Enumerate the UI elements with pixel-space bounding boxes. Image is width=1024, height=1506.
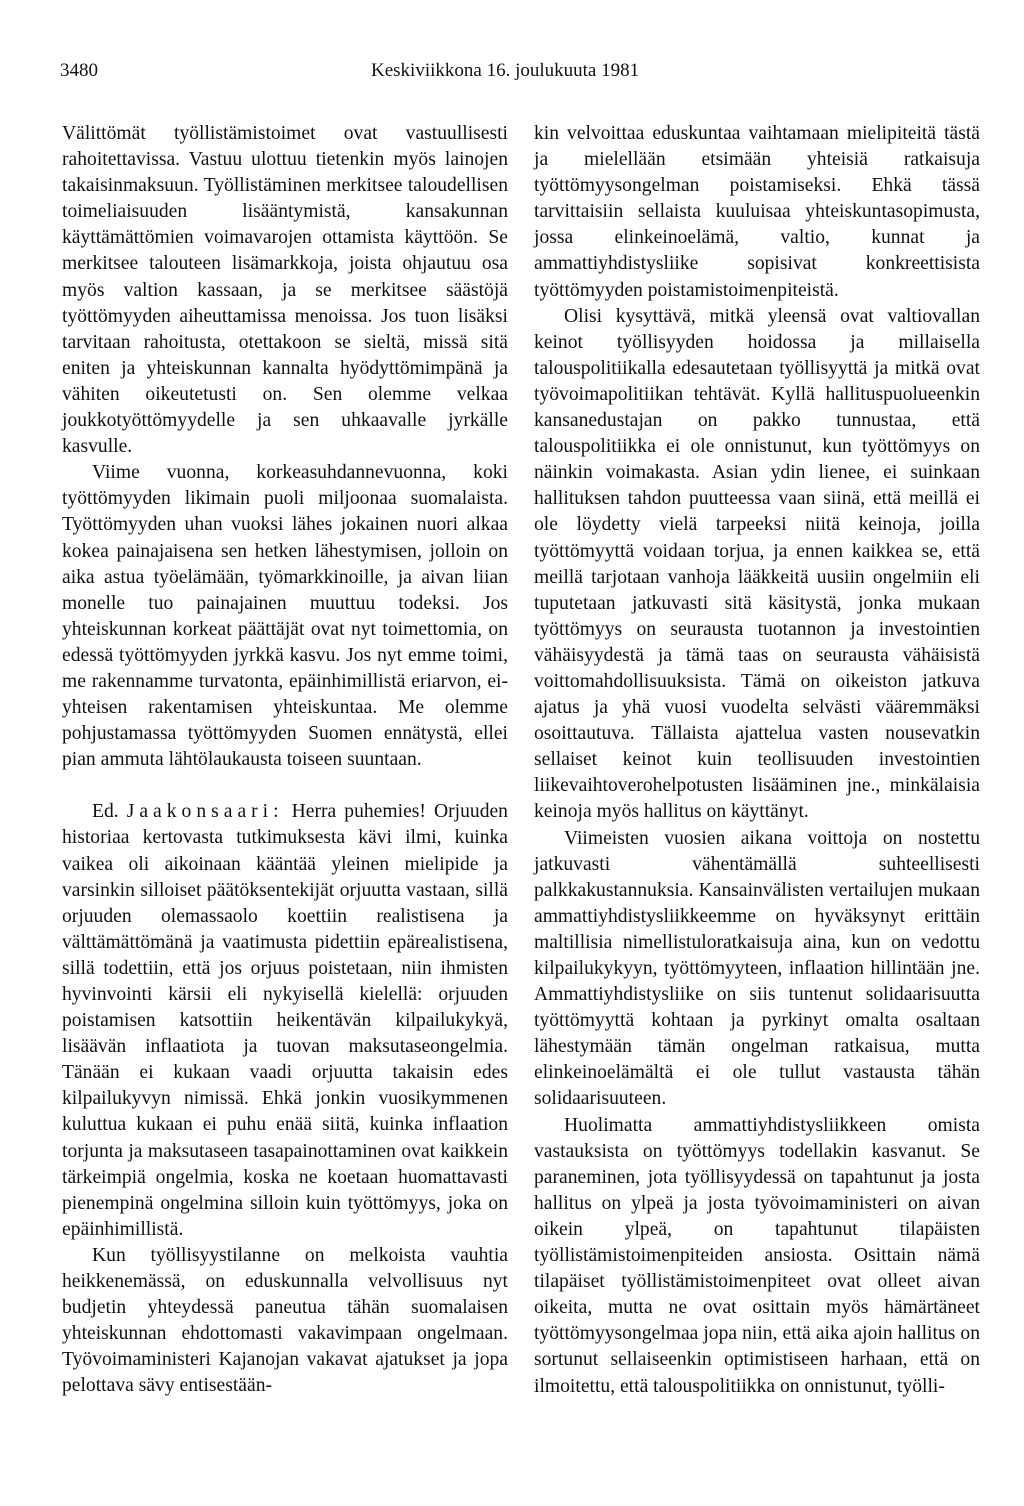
- speaker-prefix: Ed.: [92, 801, 119, 823]
- paragraph: Huolimatta ammattiyhdistysliikkeen omista vastauksista on työttömyys todellakin kasvanut. Se paraneminen, jota työllisyydessä on tapahtunut ja josta hallitus on ylpeä ja josta työvoimaministeri on aivan oikein ylpeä, on tapahtunut tilapäisten työllistämistoimenpiteiden ansiosta. Osittain nämä tilapäiset työllistämistoimenpiteet ovat olleet aivan oikeita, mutta ne ovat osittain myös hämärtäneet työttömyysongelmaa jopa niin, että aika ajoin hallitus on sortunut sellaiseenkin optimistiseen harhaan, että on ilmoitettu, että talouspolitiikka on onnistunut, työlli-: [534, 1114, 980, 1397]
- paragraph: kin velvoittaa eduskuntaa vaihtamaan mielipiteitä tästä ja mielellään etsimään yhteisiä ratkaisuja työttömyysongelman poistamiseksi. Ehkä tässä tarvittaisiin sellaista kuuluisaa yhteiskuntasopimusta, jossa elinkeinoelämä, valtio, kunnat ja ammattiyhdistysliike sopisivat konkreettisista työttömyyden poistamistoimenpiteistä.: [534, 123, 980, 301]
- speaker-text: Herra puhemies! Orjuuden historiaa kertovasta tutkimuksesta kävi ilmi, kuinka vaikea oli aikoinaan kääntää yleinen mielipide ja varsinkin silloiset päätöksentekijät orjuutta vastaan, sillä orjuuden olemassaolo koettiin realistisena ja välttämättömänä ja vaatimusta pidettiin epärealistisena, sillä todettiin, että jos orjuus poistetaan, niin ihmisten hyvinvointi kärsii eli nykyisellä kielellä: orjuuden poistamisen katsottiin heikentävän kilpailukykyä, lisäävän inflaatiota ja tuovan maksutaseongelmia. Tänään ei kukaan vaadi orjuutta takaisin edes kilpailukyvyn nimissä. Ehkä jonkin vuosikymmenen kuluttua kukaan ei puhu enää siitä, kuinka inflaation torjunta ja maksutaseen tasapainottaminen ovat kaikkein tärkeimpiä ongelmia, koska ne koetaan huomattavasti pienempinä ongelmina silloin kuin työttömyys, joka on epäinhimillistä.: [62, 801, 508, 1240]
- paragraph: Välittömät työllistämistoimet ovat vastuullisesti rahoitettavissa. Vastuu ulottuu tietenkin myös lainojen takaisinmaksuun. Työllistäminen merkitsee taloudellisen toimeliaisuuden lisääntymistä, kansakunnan käyttämättömien voimavarojen ottamista käyttöön. Se merkitsee talouteen lisämarkkoja, joista ohjautuu osa myös valtion kassaan, ja se merkitsee säästöjä työttömyyden aiheuttamissa menoissa. Jos tuon lisäksi tarvitaan rahoitusta, otettakoon se sieltä, missä sitä eniten ja yhteiskunnan kannalta hyödyttömimpänä ja vähiten oikeutetusti on. Sen olemme velkaa joukkotyöttömyydelle ja sen uhkaavalle jyrkälle kasvulle.: [62, 123, 508, 458]
- paragraph: Kun työllisyystilanne on melkoista vauhtia heikkenemässä, on eduskunnalla velvollisuus nyt budjetin yhteydessä paneutua tähän suomalaisen yhteiskunnan ehdottomasti vakavimpaan ongelmaan. Työvoimaministeri Kajanojan vakavat ajatukset ja jopa pelottava sävy entisestään-: [62, 1244, 508, 1397]
- page-header: [0, 60, 1024, 90]
- page-date: Keskiviikkona 16. joulukuuta 1981: [371, 60, 640, 81]
- speaker-paragraph: [62, 799, 508, 1243]
- paragraph: Viimeisten vuosien aikana voittoja on nostettu jatkuvasti vähentämällä suhteellisesti palkkakustannuksia. Kansainvälisten vertailujen mukaan ammattiyhdistysliikkeemme on hyväksynyt erittäin maltillisia nimellistuloratkaisuja aina, kun on vedottu kilpailukykyyn, työttömyyteen, inflaation hillintään jne. Ammattiyhdistysliike on siis tuntenut solidaarisuutta työttömyyttä kohtaan ja pyrkinyt omalta osaltaan lähestymään tämän ongelman ratkaisua, mutta elinkeinoelämältä ei ole tullut vastausta tähän solidaarisuuteen.: [534, 827, 980, 1110]
- left-column: [62, 121, 508, 1400]
- page-number: 3480: [60, 60, 98, 81]
- paragraph: Olisi kysyttävä, mitkä yleensä ovat valtiovallan keinot työllisyyden hoidossa ja millaisella talouspolitiikalla edesautetaan työllisyyttä ja mitkä ovat työvoimapolitiikan tehtävät. Kyllä hallituspuolueenkin kansanedustajan on pakko tunnustaa, että talouspolitiikka ei ole onnistunut, kun työttömyys on näinkin voimakasta. Asian ydin lienee, ei suinkaan hallituksen tahdon puutteessa vaan siinä, että meillä ei ole löydetty vielä tarpeeksi niitä keinoja, joilla työttömyyttä voidaan torjua, ja ennen kaikkea se, että meillä tarjotaan vanhoja lääkkeitä uusiin ongelmiin eli tuputetaan jatkuvasti sitä käsitystä, jonka mukaan työttömyys on seurausta tuotannon ja investointien vähäisyydestä ja tämä taas on seurausta vähäisistä voittomahdollisuuksista. Tämä on oikeiston jatkuva ajatus ja yhä vuosi vuodelta selvästi vääremmäksi osoittautuva. Tällaista ajattelua vasten nousevatkin sellaiset keinot kuin teollisuuden investointien liikevaihtoverohelpotusten lisääminen jne., minkälaisia keinoja myös hallitus on käyttänyt.: [534, 305, 980, 823]
- paragraph: Viime vuonna, korkeasuhdannevuonna, koki työttömyyden likimain puoli miljoonaa suomalaista. Työttömyyden uhan vuoksi lähes jokainen nuori alkaa kokea painajaisena sen hetken lähestymisen, jolloin on aika astua työelämään, työmarkkinoille, ja aivan liian monelle tuo painajainen muuttuu todeksi. Jos yhteiskunnan korkeat päättäjät ovat nyt toimettomia, on edessä työttömyyden jyrkkä kasvu. Jos nyt emme toimi, me rakennamme turvatonta, epäinhimillistä eriarvon, ei-yhteisen rakentamisen yhteiskuntaa. Me olemme pohjustamassa työttömyyden Suomen ennätystä, ellei pian ammuta lähtölaukausta toiseen suuntaan.: [62, 462, 508, 771]
- speaker-name: Jaakonsaari:: [126, 801, 284, 823]
- right-column: [534, 121, 980, 1400]
